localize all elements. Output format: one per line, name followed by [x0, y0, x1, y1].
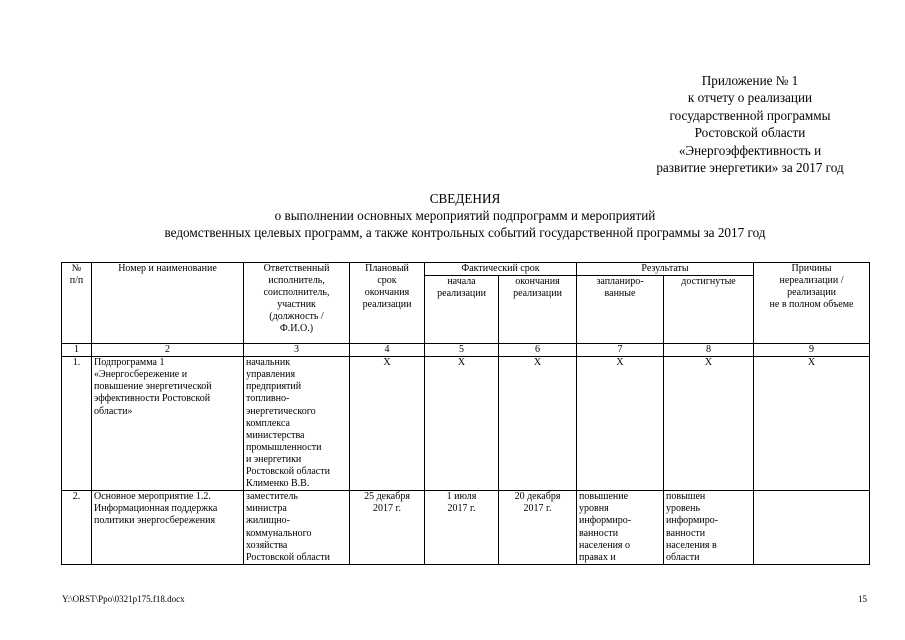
- appendix-line: государственной программы: [669, 107, 831, 123]
- row-actual-start: X: [425, 357, 499, 491]
- column-number: 9: [754, 344, 870, 357]
- header-actual-end: окончания реализации: [499, 276, 577, 344]
- header-results: Результаты: [577, 263, 754, 276]
- row-results-planned: X: [577, 357, 664, 491]
- column-number: 3: [244, 344, 350, 357]
- column-number: 4: [350, 344, 425, 357]
- header-actual: Фактический срок: [425, 263, 577, 276]
- document-subtitle-line: ведомственных целевых программ, а также контрольных событий государственной программы за 2017 год: [164, 225, 766, 240]
- appendix-line: развитие энергетики» за 2017 год: [656, 160, 844, 176]
- header-num: № п/п: [62, 263, 92, 344]
- row-reasons: [754, 491, 870, 565]
- row-results-planned: повышение уровня информиро- ванности населения о правах и: [577, 491, 664, 565]
- column-number: 1: [62, 344, 92, 357]
- column-number: 8: [664, 344, 754, 357]
- header-results-planned: запланиро- ванные: [577, 276, 664, 344]
- footer-page-number: 15: [858, 594, 867, 604]
- column-number: 7: [577, 344, 664, 357]
- header-results-achieved: достигнутые: [664, 276, 754, 344]
- column-number: 6: [499, 344, 577, 357]
- table-row: [62, 491, 870, 565]
- appendix-block: [600, 72, 900, 176]
- table-header-row: [62, 263, 870, 276]
- header-responsible: Ответственный исполнитель, соисполнитель, участник (должность / Ф.И.О.): [244, 263, 350, 344]
- row-responsible: начальник управления предприятий топливно- энергетического комплекса министерства промышленности и энергетики Ростовской области Клименко В.В.: [244, 357, 350, 491]
- header-actual-start: начала реализации: [425, 276, 499, 344]
- document-heading: [60, 190, 870, 241]
- row-planned: 25 декабря 2017 г.: [350, 491, 425, 565]
- column-number: 2: [92, 344, 244, 357]
- header-name: Номер и наименование: [92, 263, 244, 344]
- row-responsible: заместитель министра жилищно- коммунального хозяйства Ростовской области: [244, 491, 350, 565]
- row-reasons: X: [754, 357, 870, 491]
- header-planned: Плановый срок окончания реализации: [350, 263, 425, 344]
- row-actual-end: 20 декабря 2017 г.: [499, 491, 577, 565]
- row-num: 2.: [62, 491, 92, 565]
- footer-file-path: Y:\ORST\Ppo\0321p175.f18.docx: [62, 594, 185, 604]
- row-name: Подпрограмма 1 «Энергосбережение и повышение энергетической эффективности Ростовской области»: [92, 357, 244, 491]
- report-table: [61, 262, 870, 565]
- appendix-line: Приложение № 1: [701, 73, 799, 88]
- row-name: Основное мероприятие 1.2. Информационная поддержка политики энергосбережения: [92, 491, 244, 565]
- column-number-row: [62, 344, 870, 357]
- row-num: 1.: [62, 357, 92, 491]
- appendix-line: к отчету о реализации: [687, 90, 813, 106]
- header-reasons: Причины нереализации / реализации не в полном объеме: [754, 263, 870, 344]
- appendix-line: Ростовской области: [694, 125, 806, 141]
- table-row: [62, 357, 870, 491]
- document-subtitle-line: о выполнении основных мероприятий подпрограмм и мероприятий: [274, 208, 656, 223]
- row-results-achieved: повышен уровень информиро- ванности населения в области: [664, 491, 754, 565]
- row-actual-end: X: [499, 357, 577, 491]
- appendix-line: «Энергоэффективность и: [678, 142, 822, 158]
- column-number: 5: [425, 344, 499, 357]
- row-results-achieved: X: [664, 357, 754, 491]
- row-planned: X: [350, 357, 425, 491]
- row-actual-start: 1 июля 2017 г.: [425, 491, 499, 565]
- document-title: СВЕДЕНИЯ: [429, 191, 501, 206]
